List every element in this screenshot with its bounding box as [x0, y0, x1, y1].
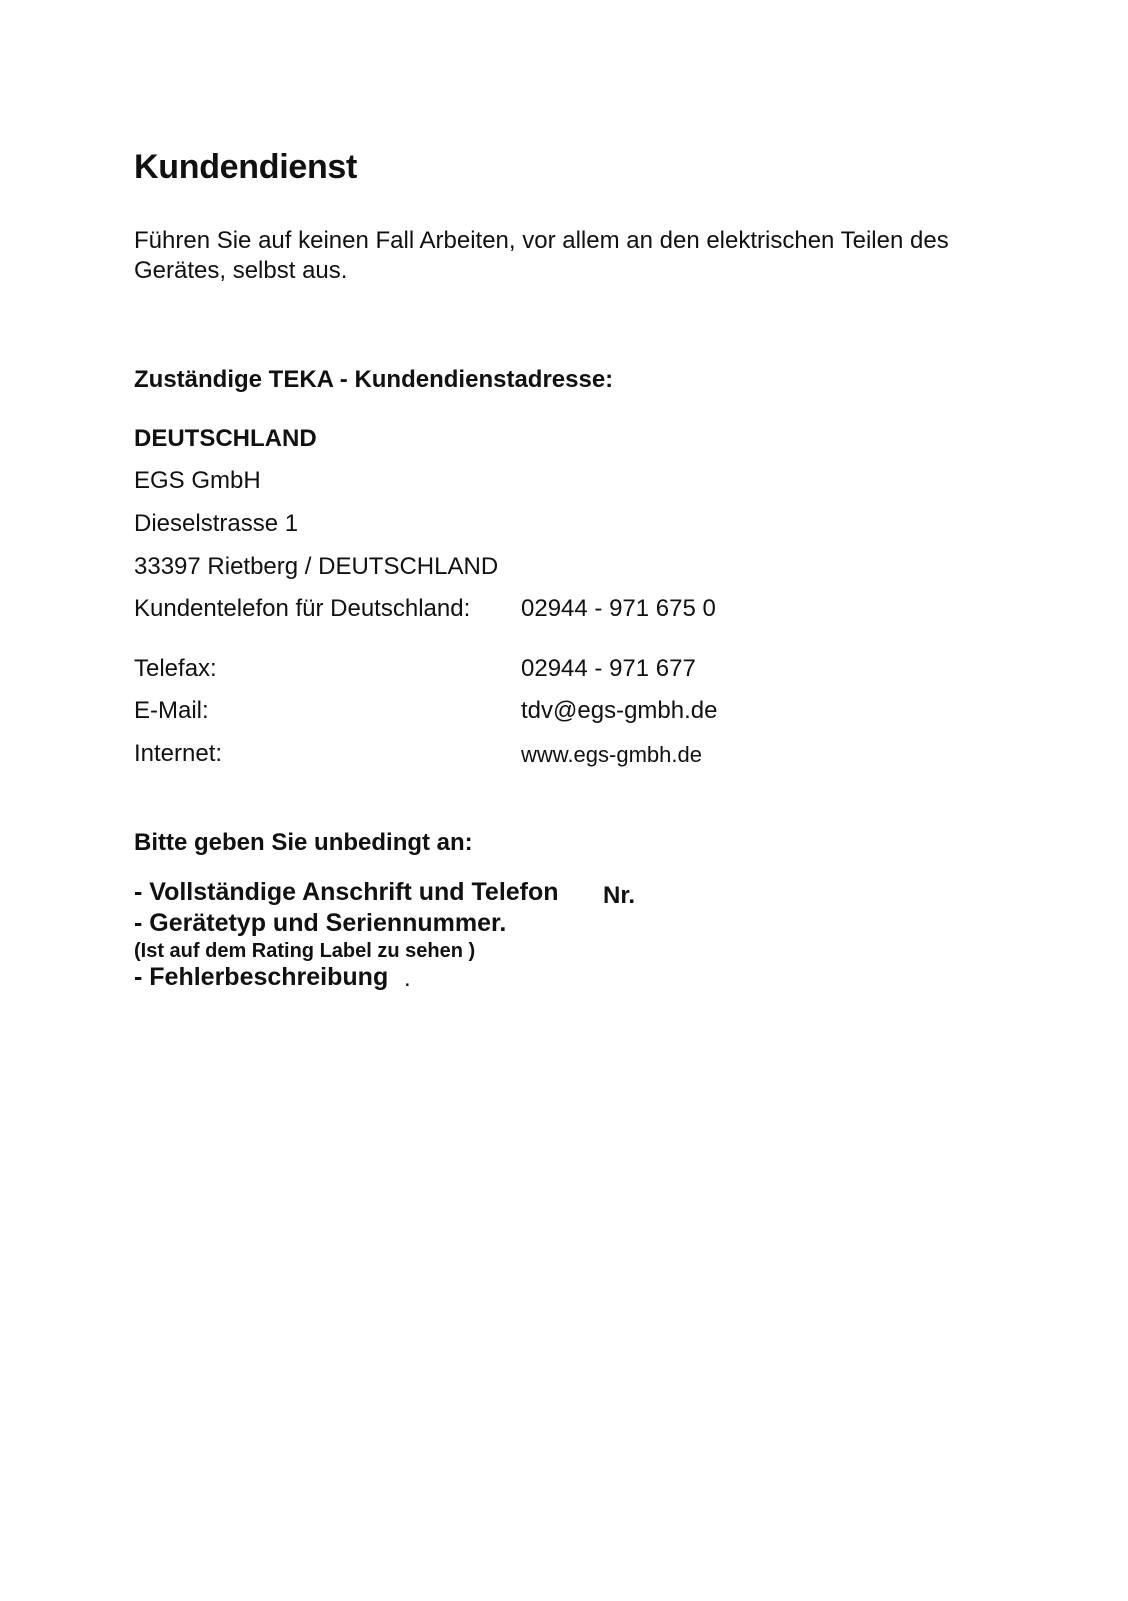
street-address: Dieselstrasse 1: [134, 510, 299, 537]
service-address-heading: Zuständige TEKA - Kundendienstadresse:: [134, 366, 614, 393]
page-title: Kundendienst: [134, 148, 358, 186]
city-address: 33397 Rietberg / DEUTSCHLAND: [134, 553, 499, 580]
rating-label-note: (Ist auf dem Rating Label zu sehen ): [134, 940, 476, 962]
email-value: tdv@egs-gmbh.de: [521, 697, 718, 724]
requirement-address-phone: - Vollständige Anschrift und Telefon: [134, 878, 559, 906]
phone-label: Kundentelefon für Deutschland:: [134, 595, 471, 622]
requirement-fault-description-period: .: [404, 965, 411, 992]
email-label: E-Mail:: [134, 697, 209, 724]
requirement-device-type: - Gerätetyp und Seriennummer.: [134, 909, 507, 937]
fax-label: Telefax:: [134, 655, 217, 682]
phone-value: 02944 - 971 675 0: [521, 595, 716, 622]
internet-label: Internet:: [134, 740, 223, 767]
fax-value: 02944 - 971 677: [521, 655, 696, 682]
requirement-address-phone-suffix: Nr.: [603, 882, 636, 909]
internet-value: www.egs-gmbh.de: [521, 742, 702, 767]
company-name: EGS GmbH: [134, 467, 261, 494]
requirement-fault-description: - Fehlerbeschreibung: [134, 963, 389, 991]
requirements-heading: Bitte geben Sie unbedingt an:: [134, 829, 473, 856]
country-heading: DEUTSCHLAND: [134, 425, 317, 452]
intro-text: Führen Sie auf keinen Fall Arbeiten, vor allem an den elektrischen Teilen des Gerätes, selbst aus.: [134, 227, 949, 284]
